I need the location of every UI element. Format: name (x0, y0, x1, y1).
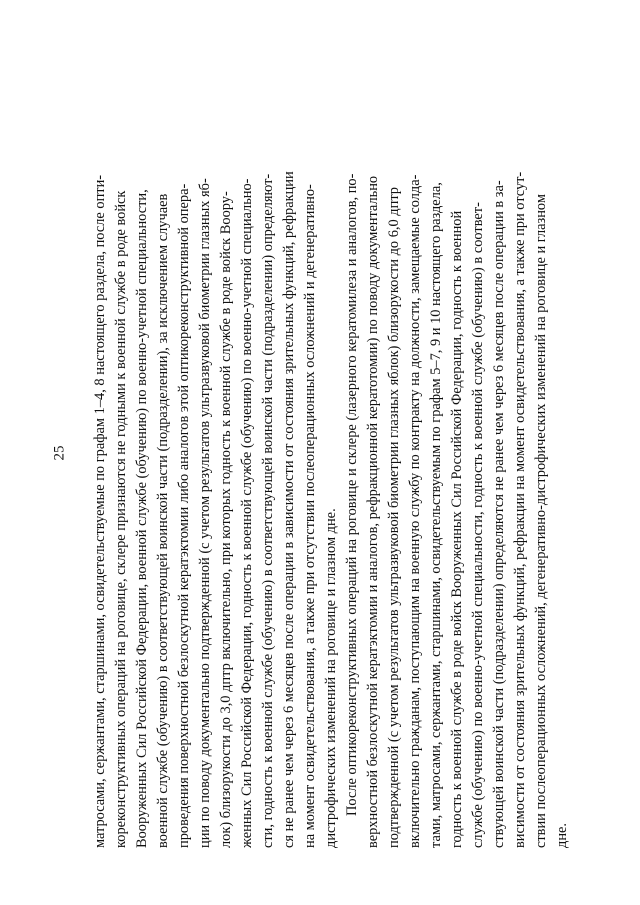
text-line: проведения поверхностной безлоскутной кератэктомии либо аналогов этой оптикореконструктивной опера- (176, 183, 192, 848)
text-line: лок) близорукости до 3,0 дптр включительно, при которых годность к военной службе в роде войск Воору- (218, 191, 234, 848)
text-line: ствии послеоперационных осложнений, дегенеративно-дистрофических изменений на роговице и глазном (533, 194, 549, 848)
text-line: После оптикореконструктивных операций на роговице и склере (лазерного кератомилеза и аналогов, по- (344, 173, 360, 816)
text-line: подтвержденной (с учетом результатов ультразвуковой биометрии глазных яблок) близорукости до 6,0 дптр (386, 187, 402, 848)
text-line: включительно гражданам, поступающим на военную службу по контракту на должности, замещаемые солда- (407, 174, 423, 848)
paragraph-2 (342, 58, 573, 848)
text-line: матросами, сержантами, старшинами, освидетельствуемые по графам 1–4, 8 настоящего раздела, после опти- (92, 174, 108, 848)
text-line: тами, матросами, сержантами, старшинами, освидетельствуемым по графам 5–7, 9 и 10 настоящего раздела, (428, 182, 444, 848)
text-line: дистрофических изменений на роговице и глазном дне. (323, 508, 339, 848)
text-line: кореконструктивных операций на роговице, склере признаются не годными к военной службе в роде войск (113, 190, 129, 848)
text-line: Вооруженных Сил Российской Федерации, военной службе (обучению) по военно-учетной специальности, (134, 189, 150, 848)
text-line: женных Сил Российской Федерации, годность к военной службе (обучению) по военно-учетной специально- (239, 178, 255, 848)
text-line: верхностной безлоскутной кератэктомии и аналогов, рефракционной кератотомии) по поводу документально (365, 175, 381, 848)
text-line: ствующей воинской части (подразделении) определяются не ранее чем через 6 месяцев после операции в за- (491, 180, 507, 848)
paragraph-1 (90, 58, 342, 848)
text-line: дне. (554, 822, 570, 848)
text-line: висимости от состояния зрительных функций, рефракции на момент освидетельствования, а также при отсут- (512, 171, 528, 848)
page-number: 25 (51, 445, 68, 461)
text-line: военной службе (обучению) в соответствующей воинской части (подразделении), за исключением случаев (155, 193, 171, 848)
text-line: ся не ранее чем через 6 месяцев после операции в зависимости от состояния зрительных функций, рефракции (281, 171, 297, 848)
document-body (90, 58, 570, 848)
text-line: ции по поводу документально подтвержденной (с учетом результатов ультразвуковой биометрии глазных яб- (197, 178, 213, 848)
text-line: годность к военной службе в роде войск Вооруженных Сил Российской Федерации, годность к военной (449, 210, 465, 848)
text-line: сти, годность к военной службе (обучению) в соответствующей воинской части (подразделении) определяют- (260, 173, 276, 848)
text-line: службе (обучению) по военно-учетной специальности, годность к военной службе (обучению) в соответ- (470, 202, 486, 848)
text-line: на момент освидетельствования, а также при отсутствии послеоперационных осложнений и дегенеративно- (302, 184, 318, 848)
